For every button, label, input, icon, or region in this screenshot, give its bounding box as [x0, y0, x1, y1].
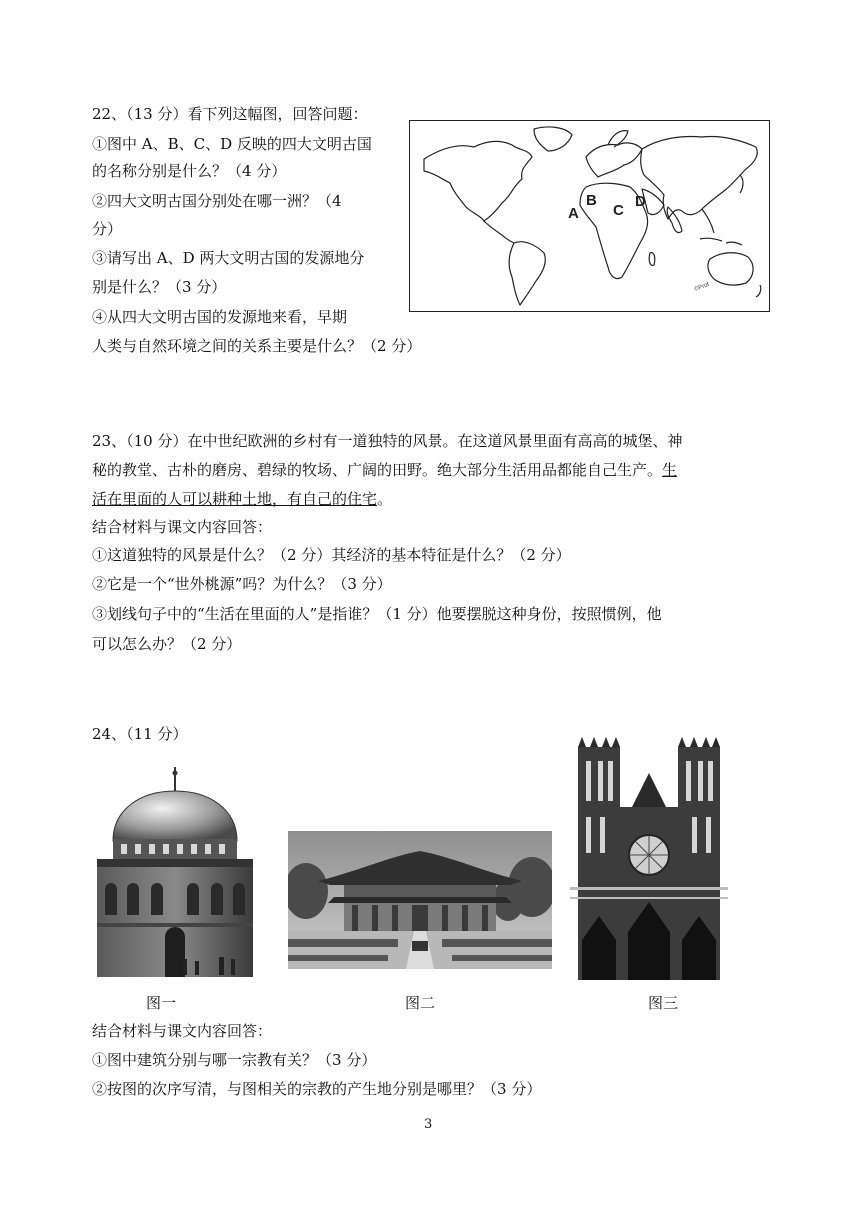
- map-signature: ©Prof: [693, 281, 711, 293]
- q23-item-2: ②它是一个“世外桃源”吗？为什么？（3 分）: [92, 575, 392, 593]
- q22-line-4: 分）: [92, 220, 123, 238]
- map-label-c: C: [613, 202, 624, 219]
- figure-1-dome-building: [95, 765, 255, 981]
- q22-line-6: 别是什么？（3 分）: [92, 278, 227, 296]
- q22-line-2: 的名称分别是什么？（4 分）: [92, 162, 287, 180]
- q23-item-3-cont: 可以怎么办？（2 分）: [92, 635, 242, 653]
- q24-header: 24、（11 分）: [92, 725, 188, 743]
- figure-3-gothic-cathedral: [570, 737, 728, 980]
- world-map: [409, 120, 770, 312]
- q24-item-1: ①图中建筑分别与哪一宗教有关？（3 分）: [92, 1051, 377, 1069]
- temple-drawing: [288, 831, 552, 969]
- page-number: 3: [424, 1117, 433, 1132]
- world-map-drawing: [410, 121, 769, 311]
- q22-line-7: ④从四大文明古国的发源地来看，早期: [92, 308, 348, 326]
- q23-item-1: ①这道独特的风景是什么？（2 分）其经济的基本特征是什么？（2 分）: [92, 546, 571, 564]
- q24-prompt: 结合材料与课文内容回答：: [92, 1022, 273, 1040]
- caption-figure-3: 图三: [648, 994, 679, 1012]
- q23-underline-sentence: 活在里面的人可以耕种土地，有自己的住宅: [92, 490, 378, 508]
- q24-item-2: ②按图的次序写清，与图相关的宗教的产生地分别是哪里？（3 分）: [92, 1080, 542, 1098]
- dome-building-drawing: [95, 765, 255, 981]
- q23-line-2-plain: 秘的教堂、古朴的磨房、碧绿的牧场、广阔的田野。绝大部分生活用品都能自己生产。: [92, 461, 663, 479]
- cathedral-drawing: [570, 737, 728, 980]
- q22-header: 22、（13 分）看下列这幅图，回答问题：: [92, 105, 368, 123]
- q22-line-3: ②四大文明古国分别处在哪一洲？（4: [92, 192, 342, 210]
- map-label-a: A: [568, 205, 579, 222]
- q22-line-8: 人类与自然环境之间的关系主要是什么？（2 分）: [92, 337, 422, 355]
- q23-underline-start: 生: [662, 461, 678, 479]
- q22-line-1: ①图中 A、B、C、D 反映的四大文明古国: [92, 135, 372, 153]
- q23-line-3: [92, 488, 392, 510]
- q23-prompt: 结合材料与课文内容回答：: [92, 518, 273, 536]
- map-label-b: B: [586, 192, 597, 209]
- q22-line-5: ③请写出 A、D 两大文明古国的发源地分: [92, 249, 365, 267]
- q23-line-1: 23、（10 分）在中世纪欧洲的乡村有一道独特的风景。在这道风景里面有高高的城堡、神: [92, 432, 683, 450]
- q23-line-3-end: 。: [377, 490, 393, 508]
- q23-line-2: [92, 459, 677, 481]
- figure-2-temple: [288, 831, 552, 969]
- map-label-d: D: [635, 193, 646, 210]
- caption-figure-1: 图一: [146, 994, 177, 1012]
- caption-figure-2: 图二: [405, 994, 436, 1012]
- q23-item-3: ③划线句子中的“生活在里面的人”是指谁？（1 分）他要摆脱这种身份，按照惯例，他: [92, 605, 662, 623]
